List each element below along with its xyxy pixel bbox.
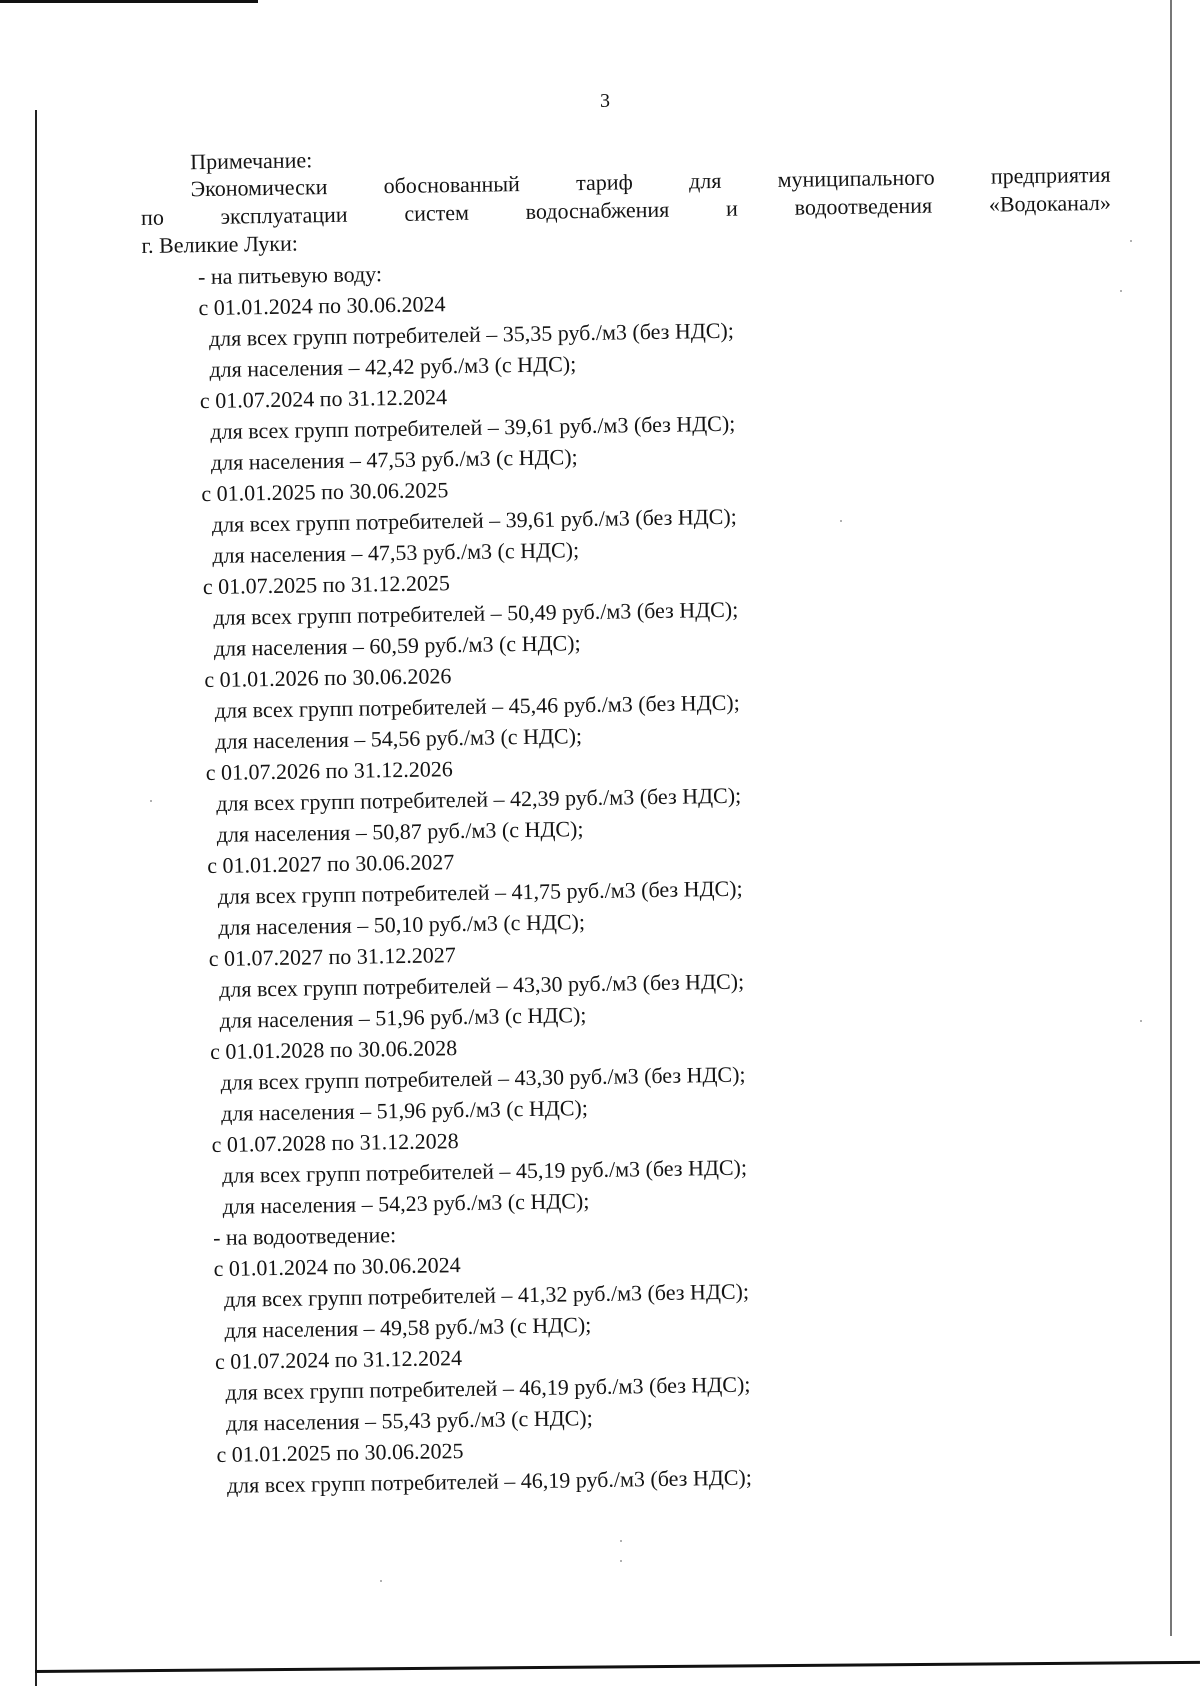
scan-speck xyxy=(840,520,842,522)
note-town: г. Великие Луки: xyxy=(141,230,299,258)
note-word: по xyxy=(140,204,165,230)
scan-speck xyxy=(1120,290,1122,292)
tariff-value-line: для всех групп потребителей – 39,61 руб./м3 (без НДС); xyxy=(211,503,737,537)
tariff-period: с 01.01.2026 по 30.06.2026 xyxy=(204,663,452,693)
tariff-period: с 01.07.2024 по 31.12.2024 xyxy=(214,1345,463,1374)
scan-edge-right xyxy=(1170,0,1172,1636)
scan-speck xyxy=(1140,1020,1142,1022)
tariff-value-line: для всех групп потребителей – 41,32 руб./м3 (без НДС); xyxy=(223,1278,750,1312)
tariff-value-line: для всех групп потребителей – 35,35 руб./м3 (без НДС); xyxy=(208,317,735,351)
tariff-value-line: для всех групп потребителей – 42,39 руб./м3 (без НДС); xyxy=(216,782,742,816)
tariff-period: с 01.01.2027 по 30.06.2027 xyxy=(207,849,455,879)
tariff-value-line: для населения – 51,96 руб./м3 (с НДС); xyxy=(220,1095,589,1126)
tariff-period: с 01.01.2024 по 30.06.2024 xyxy=(198,291,446,321)
note-word: «Водоканал» xyxy=(988,189,1112,217)
tariff-value-line: для населения – 47,53 руб./м3 (с НДС); xyxy=(212,537,580,568)
note-word: и xyxy=(725,195,739,221)
tariff-period: с 01.07.2025 по 31.12.2025 xyxy=(202,570,451,600)
tariff-period: с 01.07.2026 по 31.12.2026 xyxy=(205,756,453,786)
note-word: обоснованный xyxy=(383,171,521,199)
scan-edge-left xyxy=(35,110,37,1686)
tariff-period: с 01.01.2025 по 30.06.2025 xyxy=(201,477,449,507)
note-word: для xyxy=(688,167,722,194)
tariff-value-line: для всех групп потребителей – 39,61 руб./м3 (без НДС); xyxy=(210,410,736,444)
document-body xyxy=(140,135,1131,1502)
tariff-value-line: для населения – 42,42 руб./м3 (с НДС); xyxy=(209,351,577,382)
scan-edge-bottom xyxy=(35,1661,1200,1673)
tariff-value-line: для всех групп потребителей – 41,75 руб./м3 (без НДС); xyxy=(217,875,743,909)
note-word: водоснабжения xyxy=(525,196,670,224)
tariff-value-line: для населения – 47,53 руб./м3 (с НДС); xyxy=(210,444,578,475)
tariff-value-line: для населения – 50,10 руб./м3 (с НДС); xyxy=(218,909,586,940)
tariff-value-line: для населения – 50,87 руб./м3 (с НДС); xyxy=(216,816,584,847)
scan-speck xyxy=(620,1560,622,1562)
page-number: 3 xyxy=(600,90,610,112)
note-word: муниципального xyxy=(777,164,935,192)
tariff-value-line: для населения – 60,59 руб./м3 (с НДС); xyxy=(213,630,581,661)
tariff-value-line: для населения – 49,58 руб./м3 (с НДС); xyxy=(224,1312,592,1343)
tariff-period: с 01.01.2028 по 30.06.2028 xyxy=(209,1035,458,1065)
tariff-value-line: для населения – 55,43 руб./м3 (с НДС); xyxy=(225,1405,593,1436)
note-word: эксплуатации xyxy=(220,201,348,229)
scan-edge-top xyxy=(0,0,258,3)
scan-speck xyxy=(1130,240,1132,242)
tariff-period: с 01.07.2028 по 31.12.2028 xyxy=(211,1128,459,1157)
scan-speck xyxy=(150,800,152,802)
note-label: Примечание: xyxy=(189,147,313,175)
scan-speck xyxy=(380,1580,382,1582)
tariff-value-line: для населения – 54,56 руб./м3 (с НДС); xyxy=(215,723,583,754)
tariff-period: с 01.01.2024 по 30.06.2024 xyxy=(213,1252,461,1281)
tariff-value-line: для всех групп потребителей – 43,30 руб./м3 (без НДС); xyxy=(220,1061,746,1095)
tariff-value-line: для всех групп потребителей – 50,49 руб./м3 (без НДС); xyxy=(213,596,739,630)
tariff-period: с 01.01.2025 по 30.06.2025 xyxy=(216,1438,464,1467)
tariff-value-line: для всех групп потребителей – 45,46 руб./м3 (без НДС); xyxy=(214,689,740,723)
tariff-value-line: для населения – 51,96 руб./м3 (с НДС); xyxy=(219,1002,587,1033)
tariff-value-line: для всех групп потребителей – 46,19 руб./м3 (без НДС); xyxy=(226,1464,753,1498)
tariff-list xyxy=(142,247,1131,1502)
tariff-value-line: для всех групп потребителей – 46,19 руб./м3 (без НДС); xyxy=(225,1371,751,1405)
tariff-category-heading: - на питьевую воду: xyxy=(197,261,383,290)
tariff-value-line: для всех групп потребителей – 43,30 руб./м3 (без НДС); xyxy=(218,968,745,1002)
note-word: водоотведения xyxy=(794,192,933,220)
scan-speck xyxy=(620,1540,622,1542)
tariff-category-heading: - на водоотведение: xyxy=(212,1222,397,1250)
tariff-period: с 01.07.2024 по 31.12.2024 xyxy=(199,384,448,414)
note-word: систем xyxy=(404,199,470,226)
note-word: предприятия xyxy=(990,161,1111,189)
note-word: Экономически xyxy=(190,174,328,202)
note-word: тариф xyxy=(575,169,633,196)
tariff-period: с 01.07.2027 по 31.12.2027 xyxy=(208,942,456,972)
tariff-value-line: для всех групп потребителей – 45,19 руб./м3 (без НДС); xyxy=(221,1154,748,1188)
tariff-value-line: для населения – 54,23 руб./м3 (с НДС); xyxy=(222,1188,590,1219)
